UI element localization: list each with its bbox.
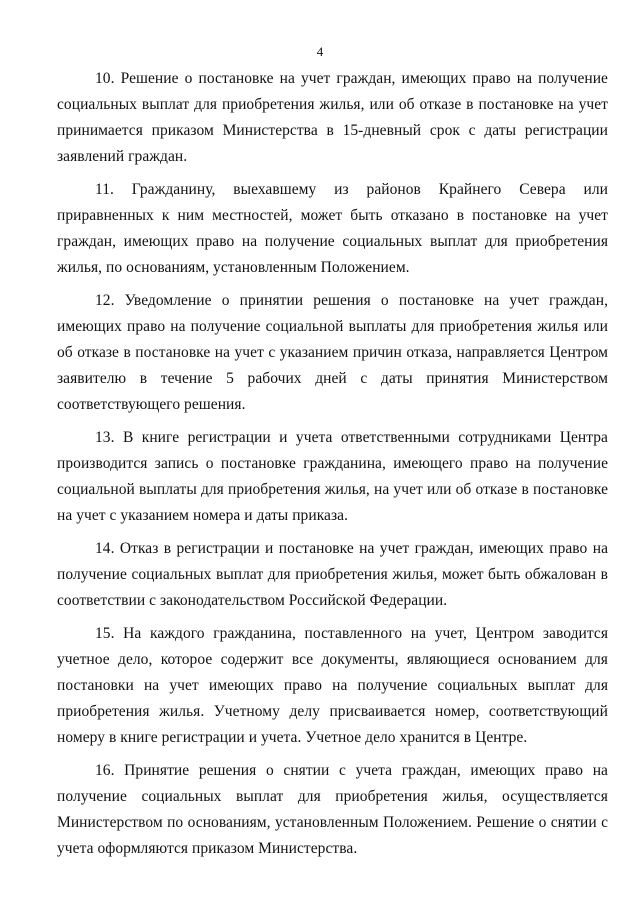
page-number: 4 [316,44,324,59]
paragraph-10: 10. Решение о постановке на учет граждан, имеющих право на получение социальных выплат для приобретения жилья, или об отказе в постановке на учет принимается приказом Министерства в 15-дневный срок с даты регистрации заявлений граждан. [57,70,608,165]
paragraph-12: 12. Уведомление о принятии решения о постановке на учет граждан, имеющих право на получение социальной выплаты для приобретения жилья или об отказе в постановке на учет с указанием причин отказа, направляется Центром заявителю в течение 5 рабочих дней с даты принятия Министерством соответствующего решения. [57,292,608,413]
paragraph-16: 16. Принятие решения о снятии с учета граждан, имеющих право на получение социальных выплат для приобретения жилья, осуществляется Министерством по основаниям, установленным Положением. Решение о снятии с учета оформляются приказом Министерства. [57,762,608,857]
paragraph-11: 11. Гражданину, выехавшему из районов Крайнего Севера или приравненных к ним местностей, может быть отказано в постановке на учет граждан, имеющих право на получение социальных выплат для приобретения жилья, по основаниям, установленным Положением. [57,181,608,276]
paragraph-13: 13. В книге регистрации и учета ответственными сотрудниками Центра производится запись о постановке гражданина, имеющего право на получение социальной выплаты для приобретения жилья, на учет или об отказе в постановке на учет с указанием номера и даты приказа. [57,429,608,524]
paragraph-14: 14. Отказ в регистрации и постановке на учет граждан, имеющих право на получение социальных выплат для приобретения жилья, может быть обжалован в соответствии с законодательством Российской Федерации. [57,540,608,609]
document-body [57,66,608,869]
paragraph-15: 15. На каждого гражданина, поставленного на учет, Центром заводится учетное дело, которое содержит все документы, являющиеся основанием для постановки на учет имеющих право на получение социальных выплат для приобретения жилья. Учетному делу присваивается номер, соответствующий номеру в книге регистрации и учета. Учетное дело хранится в Центре. [57,625,608,746]
